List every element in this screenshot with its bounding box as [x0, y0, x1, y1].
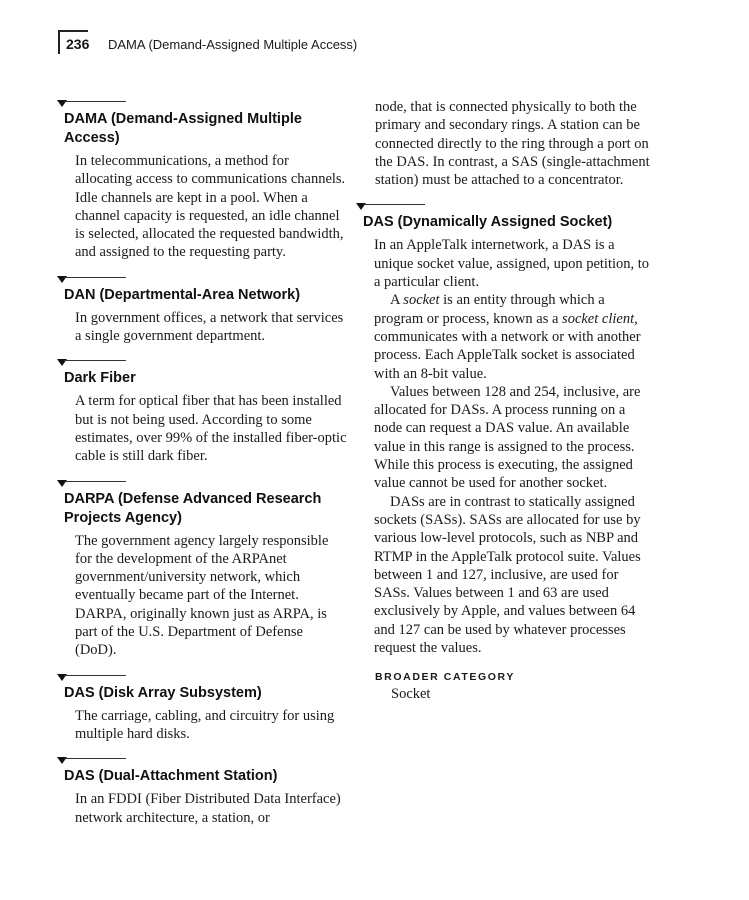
- entry-term: DAS (Disk Array Subsystem): [64, 684, 262, 701]
- right-column: [363, 98, 653, 703]
- glossary-entry: [64, 478, 349, 660]
- entry-term: Dark Fiber: [64, 370, 136, 387]
- entry-marker: [363, 201, 431, 211]
- running-header-title: DAMA (Demand-Assigned Multiple Access): [108, 37, 358, 52]
- entry-term: DAS (Dynamically Assigned Socket): [363, 214, 613, 231]
- glossary-entry: [64, 357, 349, 465]
- entry-definition: The carriage, cabling, and circuitry for using multiple hard disks.: [75, 707, 335, 742]
- entry-marker: [64, 755, 132, 765]
- definition-paragraph: DASs are in contrast to statically assigned sockets (SASs). SASs are allocated for use by various low-level protocols, such as NBP and RTMP in the AppleTalk protocol suite. Values between 1 and 127, inclusive, are used for SASs. Values between 1 and 63 are used exclusively by Apple, and values between 64 and 127 can be used by whatever processes request the values.: [374, 493, 641, 657]
- left-column: [64, 98, 349, 827]
- glossary-entry: [64, 672, 349, 744]
- entry-term: DAMA (Demand-Assigned Multiple Access): [64, 111, 302, 146]
- page-number: 236: [66, 36, 90, 52]
- glossary-entry: [64, 755, 349, 827]
- entry-term: DAS (Dual-Attachment Station): [64, 768, 278, 785]
- entry-definition: [374, 236, 653, 657]
- definition-paragraph: In an AppleTalk internetwork, a DAS is a unique socket value, assigned, upon petition, to a particular client.: [374, 237, 650, 291]
- continued-definition: node, that is connected physically to both the primary and secondary rings. A station can be connected directly to the ring through a port on the DAS. In contrast, a SAS (single-attachment station) must be attached to a concentrator.: [375, 99, 650, 189]
- entry-definition: In government offices, a network that services a single government department.: [75, 309, 344, 345]
- entry-definition: The government agency largely responsible for the development of the ARPAnet government/university network, which eventually became part of the Internet. DARPA, originally known just as ARPA, is part of the U.S. Department of Defense (DoD).: [75, 532, 329, 659]
- entry-marker: [64, 672, 132, 682]
- definition-paragraph: A socket is an entity through which a program or process, known as a socket client, communicates with a network or with another process. Each AppleTalk socket is associated with an 8-bit value.: [374, 292, 641, 382]
- broader-category-value: Socket: [391, 686, 431, 703]
- glossary-entry: [363, 201, 653, 703]
- entry-marker: [64, 274, 132, 284]
- entry-definition: In telecommunications, a method for allocating access to communications channels. Idle channels are kept in a pool. When a channel capacity is requested, an idle channel is selected, allocated the requested bandwidth, and assigned to the requesting party.: [75, 153, 346, 261]
- entry-marker: [64, 357, 132, 367]
- entry-term: DARPA (Defense Advanced Research Projects Agency): [64, 490, 322, 526]
- entry-definition: A term for optical fiber that has been installed but is not being used. According to some estimates, over 99% of the installed fiber-optic cable is still dark fiber.: [75, 393, 347, 465]
- entry-definition: In an FDDI (Fiber Distributed Data Interface) network architecture, a station, or: [75, 791, 341, 826]
- glossary-entry: [64, 274, 349, 346]
- header-rule-horizontal: [58, 30, 88, 32]
- definition-paragraph: Values between 128 and 254, inclusive, are allocated for DASs. A process running on a node can request a DAS value. An available value in this range is assigned to the process. While this process is executing, the assigned value cannot be used for another socket.: [374, 383, 641, 492]
- header-rule-vertical: [58, 30, 60, 54]
- entry-marker: [64, 478, 132, 488]
- broader-category-label: BROADER CATEGORY: [375, 671, 515, 684]
- entry-term: DAN (Departmental-Area Network): [64, 286, 301, 303]
- glossary-entry: [64, 98, 349, 262]
- entry-marker: [64, 98, 132, 108]
